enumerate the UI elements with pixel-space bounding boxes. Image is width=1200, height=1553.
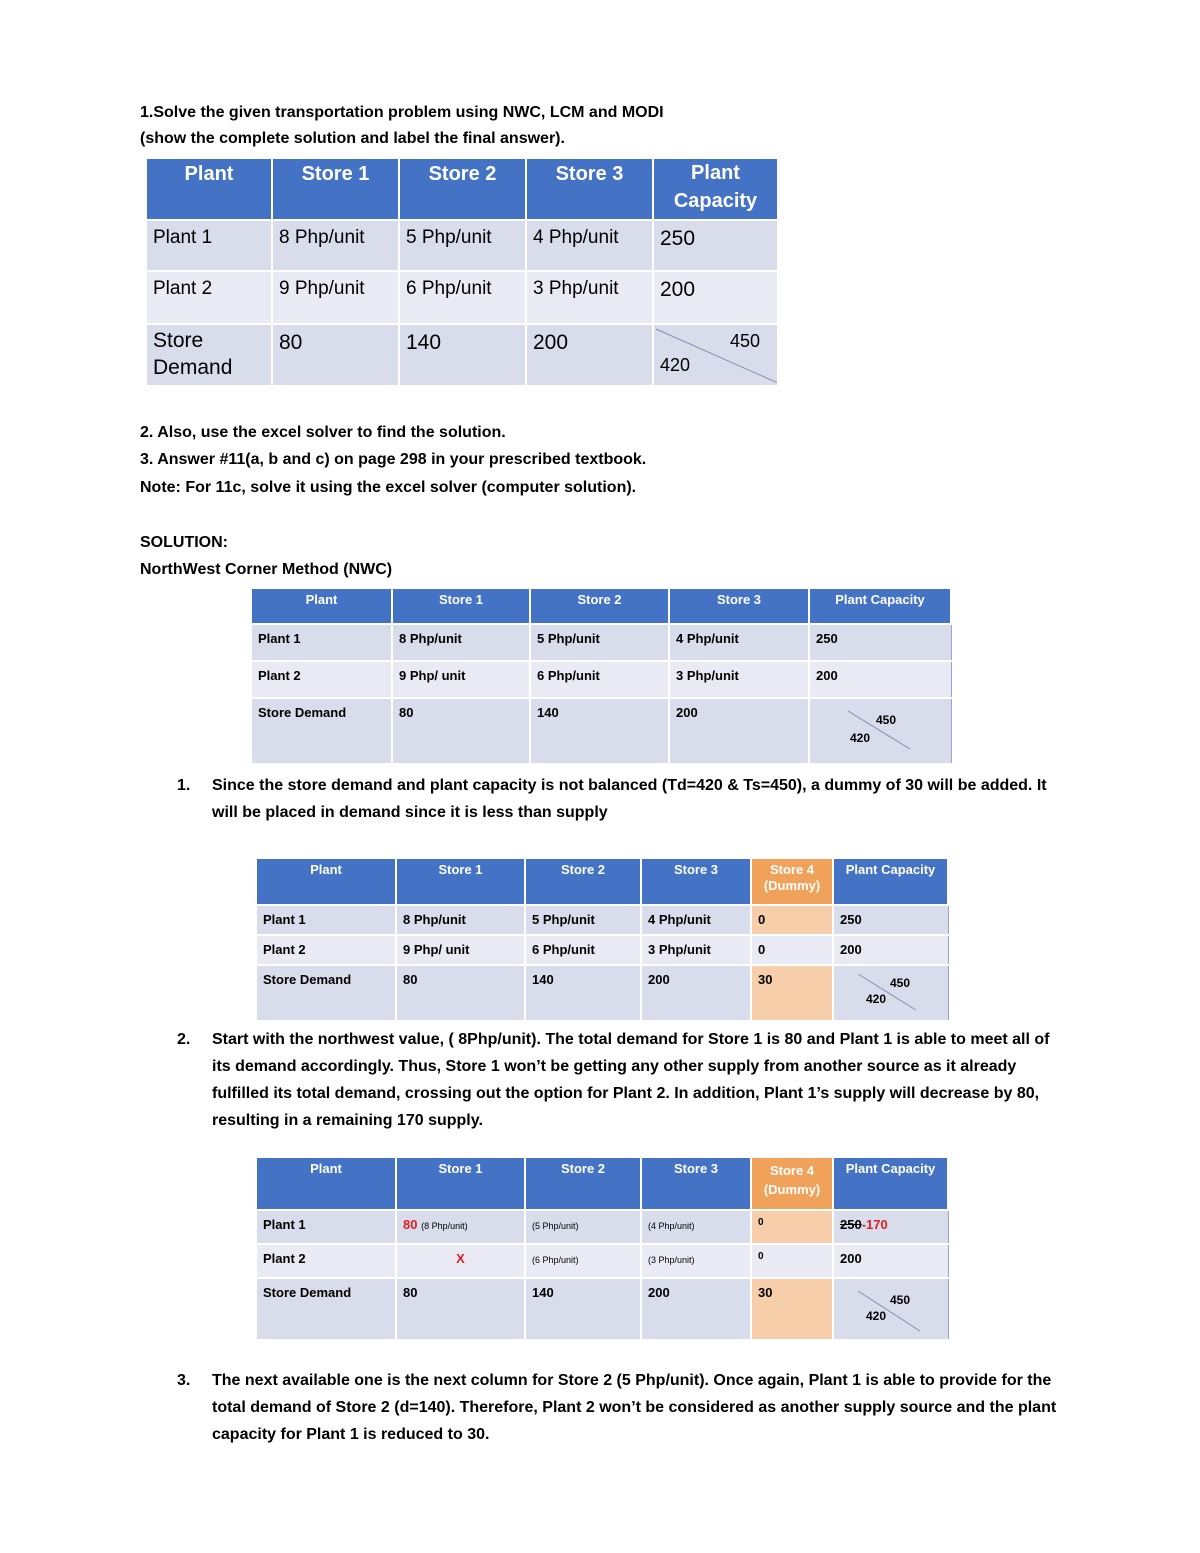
method-title: NorthWest Corner Method (NWC) — [140, 561, 393, 578]
step-1-text: Since the store demand and plant capacity is not balanced (Td=420 & Ts=450), a dummy of 30 will be added. It will be placed in demand since it is less than supply — [212, 777, 1047, 821]
total-supply: 450 — [730, 331, 761, 351]
header-store-2: Store 2 — [399, 158, 526, 220]
cell: 3 Php/unit — [669, 661, 809, 698]
capacity-cell — [833, 1210, 948, 1244]
cell — [641, 1244, 751, 1278]
cell: 0 — [751, 1210, 833, 1244]
cell: 5 Php/unit — [530, 624, 669, 661]
cell: 80 — [396, 1278, 525, 1340]
total-demand: 420 — [866, 992, 887, 1006]
problem-line-5: Note: For 11c, solve it using the excel solver (computer solution). — [140, 479, 637, 496]
cell: Store Demand — [146, 324, 272, 386]
cell — [641, 1210, 751, 1244]
unit-cost: (3 Php/unit) — [648, 1255, 695, 1265]
unit-cost: (4 Php/unit) — [648, 1221, 695, 1231]
header-store-1: Store 1 — [272, 158, 399, 220]
header-store-3: Store 3 — [641, 858, 751, 905]
header-store-2: Store 2 — [525, 858, 641, 905]
header-store-2: Store 2 — [525, 1157, 641, 1210]
cell: 200 — [809, 661, 951, 698]
cell: 30 — [751, 965, 833, 1021]
problem-line-3: 2. Also, use the excel solver to find the solution. — [140, 424, 506, 441]
cell: 80 — [396, 965, 525, 1021]
step-3-text: The next available one is the next column for Store 2 (5 Php/unit). Once again, Plant 1 is able to provide for the total demand of Store 2 (d=140). Therefore, Plant 2 won’t be considered as another supply source and the plant capacity for Plant 1 is reduced to 30. — [212, 1372, 1057, 1443]
header-store-1: Store 1 — [396, 858, 525, 905]
cross-mark: X — [456, 1251, 465, 1266]
cell: 9 Php/ unit — [396, 935, 525, 965]
cell: Store Demand — [256, 1278, 396, 1340]
cell: 250 — [653, 220, 778, 271]
header-store-1: Store 1 — [392, 588, 530, 624]
cell: Plant 2 — [146, 271, 272, 324]
cell: Plant 2 — [256, 1244, 396, 1278]
cell: 140 — [525, 965, 641, 1021]
total-cell — [653, 324, 778, 386]
header-plant-capacity: Plant Capacity — [809, 588, 951, 624]
cell: Plant 2 — [251, 661, 392, 698]
cell: 140 — [399, 324, 526, 386]
header-plant: Plant — [256, 1157, 396, 1210]
total-demand: 420 — [850, 731, 871, 745]
cell: 0 — [751, 1244, 833, 1278]
total-supply: 450 — [890, 976, 911, 990]
cell: 80 — [272, 324, 399, 386]
header-plant: Plant — [146, 158, 272, 220]
header-store-2: Store 2 — [530, 588, 669, 624]
header-store-3: Store 3 — [641, 1157, 751, 1210]
cell: 0 — [751, 935, 833, 965]
cell: Plant 1 — [251, 624, 392, 661]
solution-label: SOLUTION: — [140, 534, 228, 551]
cell: 0 — [751, 905, 833, 935]
cell: Plant 1 — [256, 905, 396, 935]
cell: 6 Php/unit — [399, 271, 526, 324]
nwc-table — [250, 587, 952, 765]
header-plant-capacity: Plant Capacity — [833, 858, 948, 905]
total-demand: 420 — [866, 1309, 887, 1323]
problem-table — [145, 157, 779, 387]
cell: 30 — [751, 1278, 833, 1340]
problem-line-2: (show the complete solution and label the final answer). — [140, 130, 565, 147]
total-supply: 450 — [876, 713, 897, 727]
cell: 200 — [669, 698, 809, 764]
cell: 9 Php/unit — [272, 271, 399, 324]
cell: 5 Php/unit — [525, 905, 641, 935]
cell: Plant 2 — [256, 935, 396, 965]
total-cell — [833, 965, 948, 1021]
cell: 200 — [833, 935, 948, 965]
cell: Plant 1 — [146, 220, 272, 271]
cell: 140 — [530, 698, 669, 764]
cell: 200 — [526, 324, 653, 386]
header-plant: Plant — [256, 858, 396, 905]
crossed-cell — [396, 1244, 525, 1278]
new-capacity: -170 — [861, 1217, 888, 1232]
cell: Store Demand — [256, 965, 396, 1021]
total-cell — [809, 698, 951, 764]
header-store-4-dummy: Store 4 (Dummy) — [751, 858, 833, 905]
header-plant-capacity: Plant Capacity — [653, 158, 778, 220]
cell: 8 Php/unit — [396, 905, 525, 935]
cell: 9 Php/ unit — [392, 661, 530, 698]
cell: 5 Php/unit — [399, 220, 526, 271]
step-1-number: 1. — [177, 777, 191, 794]
unit-cost: (6 Php/unit) — [532, 1255, 579, 1265]
cell: 250 — [833, 905, 948, 935]
header-store-3: Store 3 — [526, 158, 653, 220]
total-demand: 420 — [660, 355, 691, 375]
allocation-value: 80 — [403, 1217, 418, 1232]
cell — [525, 1244, 641, 1278]
cell: 6 Php/unit — [530, 661, 669, 698]
cell: 8 Php/unit — [392, 624, 530, 661]
header-store-3: Store 3 — [669, 588, 809, 624]
total-cell — [833, 1278, 948, 1340]
cell: 80 — [392, 698, 530, 764]
total-supply: 450 — [890, 1293, 911, 1307]
problem-line-1: 1.Solve the given transportation problem using NWC, LCM and MODI — [140, 104, 664, 121]
cell: 4 Php/unit — [526, 220, 653, 271]
nwc-table-dummy — [255, 857, 949, 1022]
header-store-1: Store 1 — [396, 1157, 525, 1210]
problem-line-4: 3. Answer #11(a, b and c) on page 298 in your prescribed textbook. — [140, 451, 647, 468]
unit-cost: (8 Php/unit) — [421, 1221, 468, 1231]
allocation-cell — [396, 1210, 525, 1244]
cell: 4 Php/unit — [641, 905, 751, 935]
step-3-number: 3. — [177, 1372, 191, 1389]
cell: 250 — [809, 624, 951, 661]
nwc-allocation-table — [255, 1156, 949, 1341]
header-store-4-dummy: Store 4 (Dummy) — [751, 1157, 833, 1210]
header-plant-capacity: Plant Capacity — [833, 1157, 948, 1210]
cell: Plant 1 — [256, 1210, 396, 1244]
cell: 3 Php/unit — [526, 271, 653, 324]
cell: 140 — [525, 1278, 641, 1340]
cell: 200 — [653, 271, 778, 324]
step-2-text: Start with the northwest value, ( 8Php/unit). The total demand for Store 1 is 80 and Plant 1 is able to meet all of its demand accordingly. Thus, Store 1 won’t be getting any other supply from another source as it already fulfilled its total demand, crossing out the option for Plant 2. In addition, Plant 1’s supply will decrease by 80, resulting in a remaining 170 supply. — [212, 1031, 1050, 1129]
old-capacity: 250 — [840, 1217, 862, 1232]
cell: 4 Php/unit — [669, 624, 809, 661]
cell: Store Demand — [251, 698, 392, 764]
cell: 200 — [833, 1244, 948, 1278]
cell: 3 Php/unit — [641, 935, 751, 965]
cell: 200 — [641, 965, 751, 1021]
step-2-number: 2. — [177, 1031, 191, 1048]
cell: 200 — [641, 1278, 751, 1340]
cell: 6 Php/unit — [525, 935, 641, 965]
header-plant: Plant — [251, 588, 392, 624]
cell — [525, 1210, 641, 1244]
unit-cost: (5 Php/unit) — [532, 1221, 579, 1231]
cell: 8 Php/unit — [272, 220, 399, 271]
